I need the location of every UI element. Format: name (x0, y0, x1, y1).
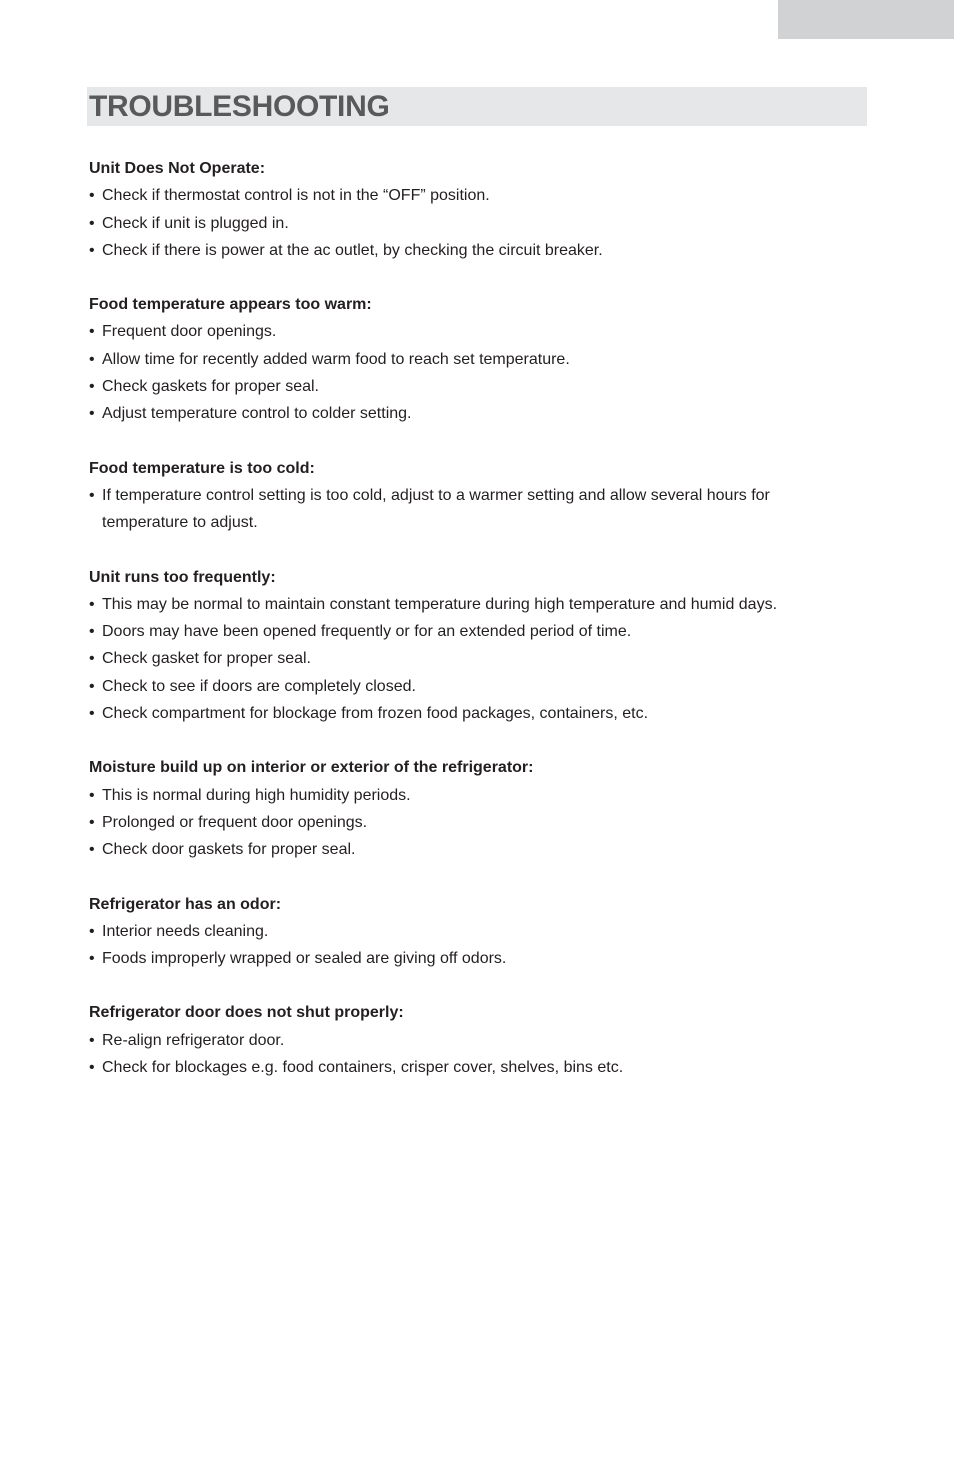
list-item-text: Check door gaskets for proper seal. (102, 841, 356, 859)
list-item-text: Doors may have been opened frequently or for an extended period of time. (102, 623, 632, 641)
section-heading: Unit Does Not Operate: (89, 160, 266, 177)
troubleshooting-section (89, 291, 849, 427)
bullet-icon: • (89, 705, 95, 723)
list-item (89, 836, 849, 863)
section-heading: Moisture build up on interior or exterior of the refrigerator: (89, 759, 534, 777)
bullet-icon: • (89, 650, 95, 668)
list-item-text: Foods improperly wrapped or sealed are giving off odors. (102, 950, 507, 968)
list-item-text: Adjust temperature control to colder setting. (102, 405, 412, 423)
bullet-icon: • (89, 350, 95, 368)
list-item-text: Allow time for recently added warm food to reach set temperature. (102, 350, 570, 368)
bullet-icon: • (89, 813, 95, 831)
bullet-icon: • (89, 378, 95, 396)
bullet-list (89, 182, 849, 264)
page-title: TROUBLESHOOTING (89, 90, 390, 123)
bullet-icon: • (89, 1031, 95, 1049)
list-item-text: Interior needs cleaning. (102, 922, 269, 940)
bullet-icon: • (89, 241, 95, 259)
list-item (89, 346, 849, 373)
bullet-icon: • (89, 623, 95, 641)
bullet-icon: • (89, 187, 95, 205)
list-item (89, 809, 849, 836)
list-item (89, 782, 849, 809)
bullet-icon: • (89, 950, 95, 968)
list-item (89, 373, 849, 400)
bullet-icon: • (89, 486, 95, 504)
list-item (89, 645, 849, 672)
bullet-list (89, 1027, 849, 1082)
list-item (89, 237, 849, 264)
troubleshooting-section (89, 155, 849, 264)
list-item (89, 482, 849, 537)
list-item (89, 400, 849, 427)
list-item (89, 700, 849, 727)
section-heading: Food temperature appears too warm: (89, 296, 372, 314)
bullet-list (89, 782, 849, 864)
bullet-list (89, 591, 849, 727)
list-item (89, 1027, 849, 1054)
list-item (89, 618, 849, 645)
bullet-icon: • (89, 786, 95, 804)
list-item-text: Check if thermostat control is not in the “OFF” position. (102, 187, 490, 205)
list-item (89, 210, 849, 237)
list-item-text: Check if there is power at the ac outlet, by checking the circuit breaker. (102, 241, 603, 259)
bullet-icon: • (89, 405, 95, 423)
list-item-text: If temperature control setting is too cold, adjust to a warmer setting and allow several hours for temperature to adjust. (102, 486, 770, 532)
list-item-text: Check gasket for proper seal. (102, 650, 311, 668)
bullet-icon: • (89, 323, 95, 341)
list-item (89, 182, 849, 209)
bullet-icon: • (89, 595, 95, 613)
title-bar (87, 87, 867, 126)
troubleshooting-section (89, 754, 849, 863)
list-item-text: This may be normal to maintain constant temperature during high temperature and humid days. (102, 595, 778, 613)
list-item-text: This is normal during high humidity periods. (102, 786, 411, 804)
troubleshooting-section (89, 999, 849, 1081)
bullet-icon: • (89, 841, 95, 859)
list-item-text: Prolonged or frequent door openings. (102, 813, 368, 831)
bullet-list (89, 918, 849, 973)
list-item-text: Check for blockages e.g. food containers, crisper cover, shelves, bins etc. (102, 1059, 624, 1077)
list-item-text: Check compartment for blockage from frozen food packages, containers, etc. (102, 705, 649, 723)
list-item (89, 918, 849, 945)
troubleshooting-section (89, 564, 849, 728)
list-item (89, 1054, 849, 1081)
bullet-list (89, 318, 849, 427)
section-heading: Unit runs too frequently: (89, 568, 276, 586)
list-item (89, 673, 849, 700)
section-heading: Refrigerator door does not shut properly: (89, 1004, 404, 1022)
bullet-icon: • (89, 922, 95, 940)
list-item-text: Re-align refrigerator door. (102, 1031, 285, 1049)
list-item (89, 318, 849, 345)
list-item (89, 945, 849, 972)
bullet-icon: • (89, 214, 95, 232)
list-item (89, 591, 849, 618)
list-item-text: Check gaskets for proper seal. (102, 378, 319, 396)
bullet-list (89, 482, 849, 537)
section-heading: Refrigerator has an odor: (89, 895, 282, 913)
troubleshooting-section (89, 891, 849, 973)
section-heading: Food temperature is too cold: (89, 459, 315, 477)
bullet-icon: • (89, 677, 95, 695)
page-corner-tab (778, 0, 954, 39)
list-item-text: Check to see if doors are completely closed. (102, 677, 416, 695)
list-item-text: Check if unit is plugged in. (102, 214, 289, 232)
bullet-icon: • (89, 1059, 95, 1077)
troubleshooting-content (89, 155, 849, 1108)
list-item-text: Frequent door openings. (102, 323, 277, 341)
troubleshooting-section (89, 455, 849, 537)
